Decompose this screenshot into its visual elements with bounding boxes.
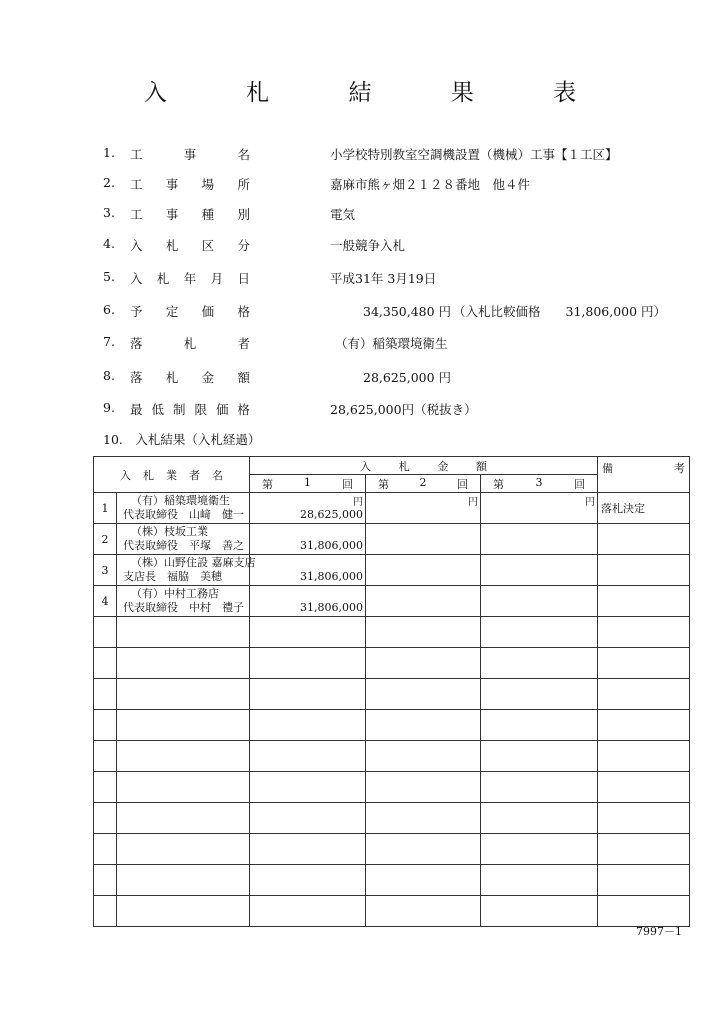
table-row [94,493,690,524]
header-round-3 [481,475,598,493]
bid-amount-round-2 [366,586,481,617]
header-round-char: 2 [419,476,427,489]
bid-amount-round-1 [250,586,366,617]
empty-cell [94,648,117,679]
item-label-char: 事 [165,177,179,192]
empty-row [94,772,690,803]
header-name-char: 名 [212,468,223,482]
empty-cell [117,617,250,648]
item-value: 平成31年 3月19日 [330,271,437,286]
remarks-text: 落札決定 [601,502,646,515]
item-label-char: 工 [130,177,143,192]
empty-cell [598,648,690,679]
section-10-label: 10. 入札結果（入札経過） [103,432,261,447]
header-round-char: 回 [342,478,353,491]
bid-amount-round-1 [250,493,366,524]
header-remarks-char: 備 [602,462,614,475]
item-label-char: 事 [183,147,197,162]
item-label-char: 金 [201,370,215,385]
empty-cell [366,679,481,710]
empty-row [94,648,690,679]
bid-amount: 31,806,000 [300,601,363,614]
empty-cell [481,896,598,927]
empty-cell [250,741,366,772]
empty-cell [366,865,481,896]
item-number: 5. [103,269,115,284]
info-row [0,302,720,322]
empty-cell [250,617,366,648]
item-value: 28,625,000 円 [363,370,452,385]
empty-cell [366,896,481,927]
empty-cell [117,679,250,710]
bid-amount: 28,625,000 [300,508,363,521]
empty-row [94,896,690,927]
info-row [0,368,720,388]
empty-cell [94,617,117,648]
item-value: 嘉麻市熊ヶ畑２１２８番地 他４件 [330,177,531,192]
empty-cell [481,741,598,772]
yen-unit: 円 [353,497,363,508]
item-label-char: 者 [237,336,250,351]
empty-cell [117,710,250,741]
empty-cell [598,865,690,896]
item-label-char: 札 [156,271,170,286]
bid-amount-round-3 [481,555,598,586]
empty-cell [481,648,598,679]
empty-cell [598,803,690,834]
header-round-char: 第 [493,478,504,491]
empty-cell [117,772,250,803]
header-remarks [598,457,690,493]
empty-cell [250,679,366,710]
empty-row [94,710,690,741]
bid-amount-round-1 [250,555,366,586]
bid-amount: 31,806,000 [300,570,363,583]
empty-cell [366,834,481,865]
item-number: 6. [103,302,115,317]
empty-cell [481,865,598,896]
item-label-char: 種 [201,207,215,222]
table-row [94,524,690,555]
item-label-char: 区 [201,238,215,253]
page-title: 入 札 結 果 表 [143,80,613,106]
info-row [0,175,720,195]
item-number: 7. [103,334,115,349]
item-number: 3. [103,205,115,220]
item-label-char: 日 [237,271,250,286]
empty-cell [481,803,598,834]
item-label-char: 場 [201,177,215,192]
empty-cell [250,648,366,679]
item-label [130,145,250,163]
info-row [0,269,720,289]
empty-cell [94,741,117,772]
empty-row [94,679,690,710]
item-label [130,400,250,418]
item-label-char: 定 [165,304,179,319]
row-number: 2 [94,524,117,555]
header-amount-char: 札 [398,460,410,473]
item-value: 28,625,000円（税抜き） [330,402,477,417]
empty-cell [250,865,366,896]
bid-amount: 31,806,000 [300,539,363,552]
item-label-char: 工 [130,207,143,222]
empty-cell [94,803,117,834]
item-label-char: 格 [237,402,250,417]
bidder-company: （有）稲築環境衛生 [131,494,230,507]
item-label-char: 札 [183,336,197,351]
item-label [130,205,250,223]
empty-cell [94,834,117,865]
item-label-char: 最 [130,402,143,417]
row-number: 4 [94,586,117,617]
bidder-company: （株）枝坂工業 [131,525,208,538]
bid-amount-round-2 [366,524,481,555]
header-bid-amount [250,457,598,475]
row-number: 1 [94,493,117,524]
empty-cell [117,865,250,896]
header-name-char: 入 [120,468,131,482]
item-value: 34,350,480 円 [363,304,452,319]
item-label-char: 予 [130,304,143,319]
empty-cell [250,772,366,803]
item-label-char: 落 [130,336,143,351]
header-name-char: 業 [166,468,177,482]
remarks-cell [598,555,690,586]
header-amount-char: 入 [360,460,371,473]
empty-cell [481,679,598,710]
header-remarks-char: 考 [674,462,686,475]
empty-cell [481,617,598,648]
remarks-cell [598,524,690,555]
header-round-char: 回 [574,478,585,491]
empty-row [94,741,690,772]
empty-cell [366,648,481,679]
item-label-char: 格 [237,304,250,319]
table-row [94,586,690,617]
empty-cell [366,710,481,741]
empty-cell [598,710,690,741]
empty-cell [250,710,366,741]
item-value: （有）稲築環境衛生 [335,336,448,351]
bidder-name-cell [117,493,250,524]
bid-amount-round-3 [481,524,598,555]
bid-amount-round-1 [250,524,366,555]
bid-amount-round-3 [481,586,598,617]
bid-amount-round-3 [481,493,598,524]
item-label [130,334,250,352]
remarks-cell [598,493,690,524]
row-number: 3 [94,555,117,586]
item-label [130,269,250,287]
bidder-company: （有）中村工務店 [131,587,219,600]
empty-cell [366,803,481,834]
header-round-char: 第 [262,478,273,491]
header-round-char: 1 [304,476,311,489]
empty-cell [366,617,481,648]
empty-cell [250,803,366,834]
bid-amount-round-2 [366,555,481,586]
item-label-char: 落 [130,370,143,385]
item-number: 2. [103,175,115,190]
header-amount-char: 金 [437,460,449,473]
table-row [94,555,690,586]
info-row [0,145,720,165]
item-label [130,236,250,254]
bidder-representative: 代表取締役 中村 禮子 [123,601,244,614]
item-label-char: 制 [172,402,186,417]
item-label-char: 価 [215,402,229,417]
bidder-name-cell [117,586,250,617]
empty-cell [598,896,690,927]
item-value: 小学校特別教室空調機設置（機械）工事【１工区】 [330,147,618,162]
item-label-char: 入 [130,238,143,253]
empty-cell [250,896,366,927]
item-number: 4. [103,236,115,251]
item-number: 9. [103,400,115,415]
item-label-char: 価 [201,304,215,319]
item-value-extra: （入札比較価格 31,806,000 円） [453,304,667,319]
empty-cell [598,834,690,865]
empty-cell [366,772,481,803]
empty-row [94,803,690,834]
info-row [0,236,720,256]
empty-cell [94,772,117,803]
info-row [0,205,720,225]
header-bidder-name [94,457,250,493]
item-label-char: 限 [194,402,207,417]
item-value: 一般競争入札 [330,238,406,253]
item-label-char: 月 [210,271,224,286]
empty-cell [94,679,117,710]
empty-cell [481,710,598,741]
empty-row [94,865,690,896]
item-label-char: 低 [151,402,164,417]
item-label-char: 分 [237,238,250,253]
header-round-char: 第 [378,478,389,491]
item-label [130,368,250,386]
item-number: 1. [103,145,115,160]
empty-cell [117,741,250,772]
item-label-char: 年 [183,271,197,286]
item-label [130,175,250,193]
item-label-char: 入 [130,271,143,286]
header-name-char: 札 [143,468,154,482]
item-label-char: 名 [237,147,250,162]
info-row [0,334,720,354]
empty-cell [94,896,117,927]
bidder-representative: 代表取締役 山﨑 健一 [123,508,244,521]
empty-cell [481,772,598,803]
item-label-char: 事 [165,207,179,222]
item-label-char: 札 [165,238,179,253]
empty-cell [117,648,250,679]
header-round-char: 回 [457,478,468,491]
document-code: 7997－1 [636,925,682,938]
header-round-1 [250,475,366,493]
item-label [130,302,250,320]
bidder-representative: 支店長 福脇 美穂 [123,570,222,583]
empty-cell [94,865,117,896]
item-label-char: 札 [165,370,179,385]
empty-cell [598,679,690,710]
item-label-char: 別 [237,207,250,222]
bidder-name-cell [117,555,256,586]
bid-amount-round-2 [366,493,481,524]
empty-cell [598,741,690,772]
item-number: 8. [103,368,115,383]
empty-cell [250,834,366,865]
item-label-char: 所 [237,177,250,192]
bidder-representative: 代表取締役 平塚 善之 [123,539,244,552]
yen-unit: 円 [468,497,478,508]
empty-cell [481,834,598,865]
empty-row [94,617,690,648]
header-name-char: 者 [189,468,200,482]
item-value: 電気 [330,207,356,222]
header-round-char: 3 [535,476,543,489]
bidder-company: （株）山野住設 嘉麻支店 [131,556,256,569]
bid-results-table [93,456,690,927]
yen-unit: 円 [585,497,596,508]
header-amount-char: 額 [476,460,488,473]
info-row [0,400,720,420]
empty-cell [117,896,250,927]
header-round-2 [366,475,481,493]
empty-cell [598,772,690,803]
empty-cell [117,803,250,834]
empty-cell [117,834,250,865]
empty-cell [94,710,117,741]
item-label-char: 額 [237,370,250,385]
remarks-cell [598,586,690,617]
empty-row [94,834,690,865]
empty-cell [598,617,690,648]
item-label-char: 工 [130,147,143,162]
bidder-name-cell [117,524,250,555]
empty-cell [366,741,481,772]
